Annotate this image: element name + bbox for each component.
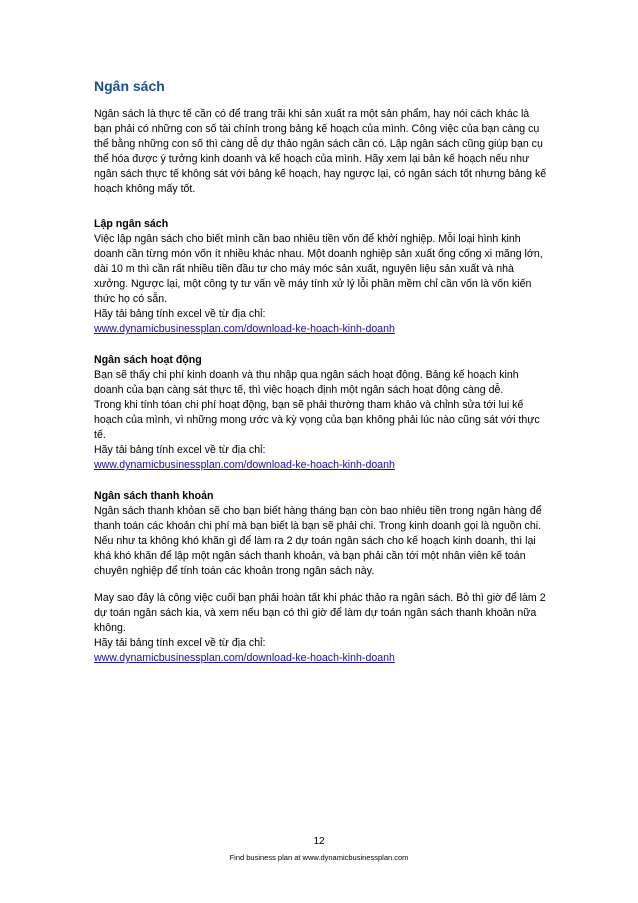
section-body: Bạn sẽ thấy chi phí kinh doanh và thu nhập qua ngân sách hoạt động. Bảng kế hoạch kinh doanh của bạn càng sát thực tế, thì việc hoạch định một ngân sách hoạt động càng dễ. bbox=[94, 369, 519, 396]
page-footer: Find business plan at www.dynamicbusinessplan.com bbox=[229, 853, 409, 862]
download-text: Hãy tải bảng tính excel về từ địa chỉ: bbox=[94, 444, 266, 456]
section-body-2: Trong khi tính tóan chi phí hoạt động, bạn sẽ phải thường tham khảo và chỉnh sửa tới lui kế hoạch của mình, vì những mong ước và kỳ vọng của bạn không phải lúc nào cũng sát với thực tế. bbox=[94, 399, 540, 441]
section-body: Ngân sách thanh khỏan sẽ cho bạn biết hàng tháng bạn còn bao nhiêu tiền trong ngân hàng để thanh toán các khoản chi phí mà bạn biết là bạn sẽ phải chi. Trong kinh doanh gọi là nguồn chi. Nếu như ta không khó khăn gì để làm ra 2 dự toán ngân sách cho kế hoạch kinh doanh, thì lại khá khó khăn để lập một ngân sách thanh khoản, và bạn phải cần tới một nhân viên kế toán chuyên nghiệp để tính toán các khoản trong ngân sách này. bbox=[94, 505, 542, 577]
section-heading: Ngân sách hoạt động bbox=[94, 354, 202, 366]
intro-paragraph: Ngân sách là thực tế cần có để trang trãi khi sản xuất ra một sản phẩm, hay nói cách khác là bạn phải có những con số tài chính trong bảng kế hoạch của mình. Công việc của bạn càng cụ thể bằng những con số thì càng dễ dự thảo ngân sách cần có. Lập ngân sách cũng giúp bạn cụ thể hóa được ý tưởng kinh doanh và kế hoạch của mình. Hãy xem lại bản kế hoạch nếu như ngân sách thực tế không sát với bảng kế hoạch, hay ngược lại, có ngân sách tốt nhưng bảng kế hoạch không mấy tốt. bbox=[94, 108, 547, 195]
download-link[interactable]: www.dynamicbusinessplan.com/download-ke-hoach-kinh-doanh bbox=[94, 652, 395, 664]
section-ngan-sach-hoat-dong bbox=[94, 353, 549, 473]
page-title: Ngân sách bbox=[94, 78, 165, 94]
page-number: 12 bbox=[313, 836, 325, 847]
download-link[interactable]: www.dynamicbusinessplan.com/download-ke-hoach-kinh-doanh bbox=[94, 459, 395, 471]
section-heading: Ngân sách thanh khoản bbox=[94, 490, 214, 502]
download-text: Hãy tải bảng tính excel về từ địa chỉ: bbox=[94, 637, 266, 649]
download-link[interactable]: www.dynamicbusinessplan.com/download-ke-hoach-kinh-doanh bbox=[94, 323, 395, 335]
section-lap-ngan-sach bbox=[94, 217, 549, 337]
section-body: Việc lập ngân sách cho biết mình cần bao nhiêu tiền vốn để khởi nghiệp. Mỗi loại hình kinh doanh cần từng món vốn ít nhiều khác nhau. Một doanh nghiệp sản xuất ống cống xi măng lớn, dài 10 m thì cần rất nhiều tiền đầu tư cho máy móc sản xuất, nguyên liệu sản xuất và nhà xưởng. Ngược lại, một công ty tư vấn về máy tính xử lý lỗi phần mềm chỉ cần vốn là vốn kiến thức họ có sẵn. bbox=[94, 233, 543, 305]
section-heading: Lập ngân sách bbox=[94, 218, 169, 230]
download-text: Hãy tải bảng tính excel về từ địa chỉ: bbox=[94, 308, 266, 320]
section-ngan-sach-thanh-khoan bbox=[94, 489, 549, 666]
document-body bbox=[94, 78, 549, 666]
section-body-2: May sao đây là công việc cuối bạn phải hoàn tất khi phác thảo ra ngân sách. Bỏ thì giờ để làm 2 dự toán ngân sách kia, và xem nếu bạn có thì giờ để làm dự toán ngân sách thanh khoản nữa không. bbox=[94, 592, 546, 634]
